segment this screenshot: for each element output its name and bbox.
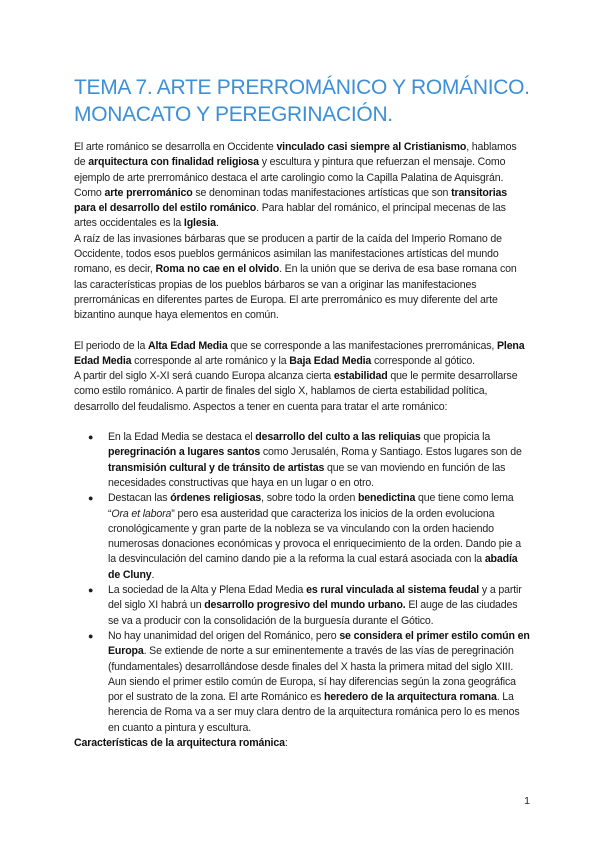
bullet-list <box>74 430 530 736</box>
paragraph-gap <box>74 415 530 430</box>
bold-text: heredero de la arquitectura romana <box>323 691 497 704</box>
bold-text: desarrollo progresivo del mundo urbano. <box>204 599 406 612</box>
text: y a partir del siglo XI habrá un <box>108 584 522 612</box>
text: . <box>151 568 155 581</box>
bold-text: vinculado casi siempre al Cristianismo <box>276 141 467 153</box>
bold-text: Roma no cae en el olvido <box>155 263 280 276</box>
bold-text: Baja Edad Media <box>289 354 372 367</box>
text: A raíz de las invasiones bárbaras que se producen a partir de la caída del Imperio Romano de Occidente, todos esos pueblos germánicos asimilan las manifestaciones artísticas del mundo romano, es decir, <box>74 232 502 276</box>
bold-text: Alta Edad Media <box>148 339 228 352</box>
bold-text: transmisión cultural y de tránsito de artistas <box>108 461 325 474</box>
list-item-reliquias <box>74 430 530 491</box>
text: y escultura y pintura que refuerzan el mensaje. Como ejemplo de arte prerrománico destaca el arte carolingio como la Capilla Palatina de Aquisgrán. Como <box>74 156 506 199</box>
text: El auge de las ciudades se va a producir con la consolidación de la burguesía durante el Gótico. <box>108 599 518 627</box>
bold-text: es rural vinculada al sistema feudal <box>306 584 480 597</box>
text: . Para hablar del románico, el principal mecenas de las artes occidentales es la <box>74 202 506 230</box>
text: se denominan todas manifestaciones artísticas que son <box>192 186 452 199</box>
text: . Se extiende de norte a sur eminentemente a través de las vías de peregrinación (fundamentales) desarrollándose desde finales del X hasta la primera mitad del siglo XIII. Aun siendo el primer estilo común de Europa, sí hay diferencias según la zona geográfica por el sustrato de la zona. El arte Románico es <box>108 645 516 704</box>
bold-text: transitorias para el desarrollo del estilo románico <box>74 186 507 215</box>
paragraph-periods <box>74 339 530 370</box>
text: . <box>215 217 219 230</box>
text: como Jerusalén, Roma y Santiago. Estos lugares son de <box>260 446 522 459</box>
page-title: TEMA 7. ARTE PRERROMÁNICO Y ROMÁNICO. MONACATO Y PEREGRINACIÓN. <box>74 76 530 126</box>
document-body <box>74 140 530 751</box>
section-heading <box>74 736 530 751</box>
text: ” pero esa austeridad que caracteriza los inicios de la orden evoluciona cronológicamente y gran parte de la nobleza se va vinculando con la orden haciendo numerosas donaciones económicas y provoca el enriquecimiento de la orden. Dando pie a la desvinculación del camino dando pie a la reforma la cual estará asociada con la <box>108 507 522 566</box>
text: El periodo de la <box>74 339 149 352</box>
text: corresponde al gótico. <box>371 354 475 367</box>
paragraph-stability <box>74 369 530 415</box>
text: que se van moviendo en función de las necesidades constructivas que haya en un lugar o en otro. <box>108 461 506 489</box>
text: . En la unión que se deriva de esa base romana con las características propias de los pueblos bárbaros se van a originar las manifestaciones prerrománicas en diferentes partes de Europa. El arte prerrománico es muy diferente del arte bizantino aunque haya elementos en común. <box>74 263 517 322</box>
text: , sobre todo la orden <box>261 492 358 505</box>
text: Destacan las <box>108 492 171 505</box>
bold-text: Iglesia <box>183 217 216 230</box>
bold-text: desarrollo del culto a las reliquias <box>255 431 421 444</box>
bold-text: peregrinación a lugares santos <box>108 446 261 459</box>
text: . La herencia de Roma va a ser muy clara dentro de la arquitectura románica pero lo es menos en cuanto a pintura y escultura. <box>108 691 520 734</box>
bold-text: abadía de Cluny <box>108 553 518 581</box>
list-item-sociedad <box>74 583 530 629</box>
paragraph-intro <box>74 140 530 232</box>
text: corresponde al arte románico y la <box>131 354 290 367</box>
bold-text: Plena Edad Media <box>74 339 525 367</box>
text: que tiene como lema “ <box>108 492 514 520</box>
text: que propicia la <box>420 431 491 444</box>
bold-text: estabilidad <box>333 370 388 383</box>
bold-text: benedictina <box>357 492 416 505</box>
list-item-ordenes <box>74 491 530 583</box>
text: que se corresponde a las manifestaciones prerrománicas, <box>227 339 497 352</box>
text: No hay unanimidad del origen del Románico, pero <box>108 629 340 642</box>
text: , hablamos de <box>74 141 517 169</box>
italic-text: Ora et labora <box>111 507 172 520</box>
bold-text: Características de la arquitectura románica <box>74 736 285 749</box>
text: A partir del siglo X-XI será cuando Europa alcanza cierta <box>74 370 334 383</box>
text: En la Edad Media se destaca el <box>108 431 256 444</box>
text: : <box>284 736 288 749</box>
bold-text: arte prerrománico <box>104 186 193 199</box>
bold-text: se considera el primer estilo común en Europa <box>108 629 530 658</box>
list-item-origen <box>74 629 530 736</box>
text: La sociedad de la Alta y Plena Edad Media <box>108 584 307 597</box>
text: que le permite desarrollarse como estilo románico. A partir de finales del siglo X, hablamos de cierta estabilidad política, desarrollo del feudalismo. Aspectos a tener en cuenta para tratar el arte románico: <box>74 370 518 413</box>
text: El arte románico se desarrolla en Occidente <box>74 141 277 153</box>
paragraph-gap <box>74 324 530 339</box>
bold-text: órdenes religiosas <box>170 492 262 505</box>
bold-text: arquitectura con finalidad religiosa <box>88 156 259 169</box>
paragraph-invasions <box>74 232 530 324</box>
page-number: 1 <box>524 795 530 807</box>
